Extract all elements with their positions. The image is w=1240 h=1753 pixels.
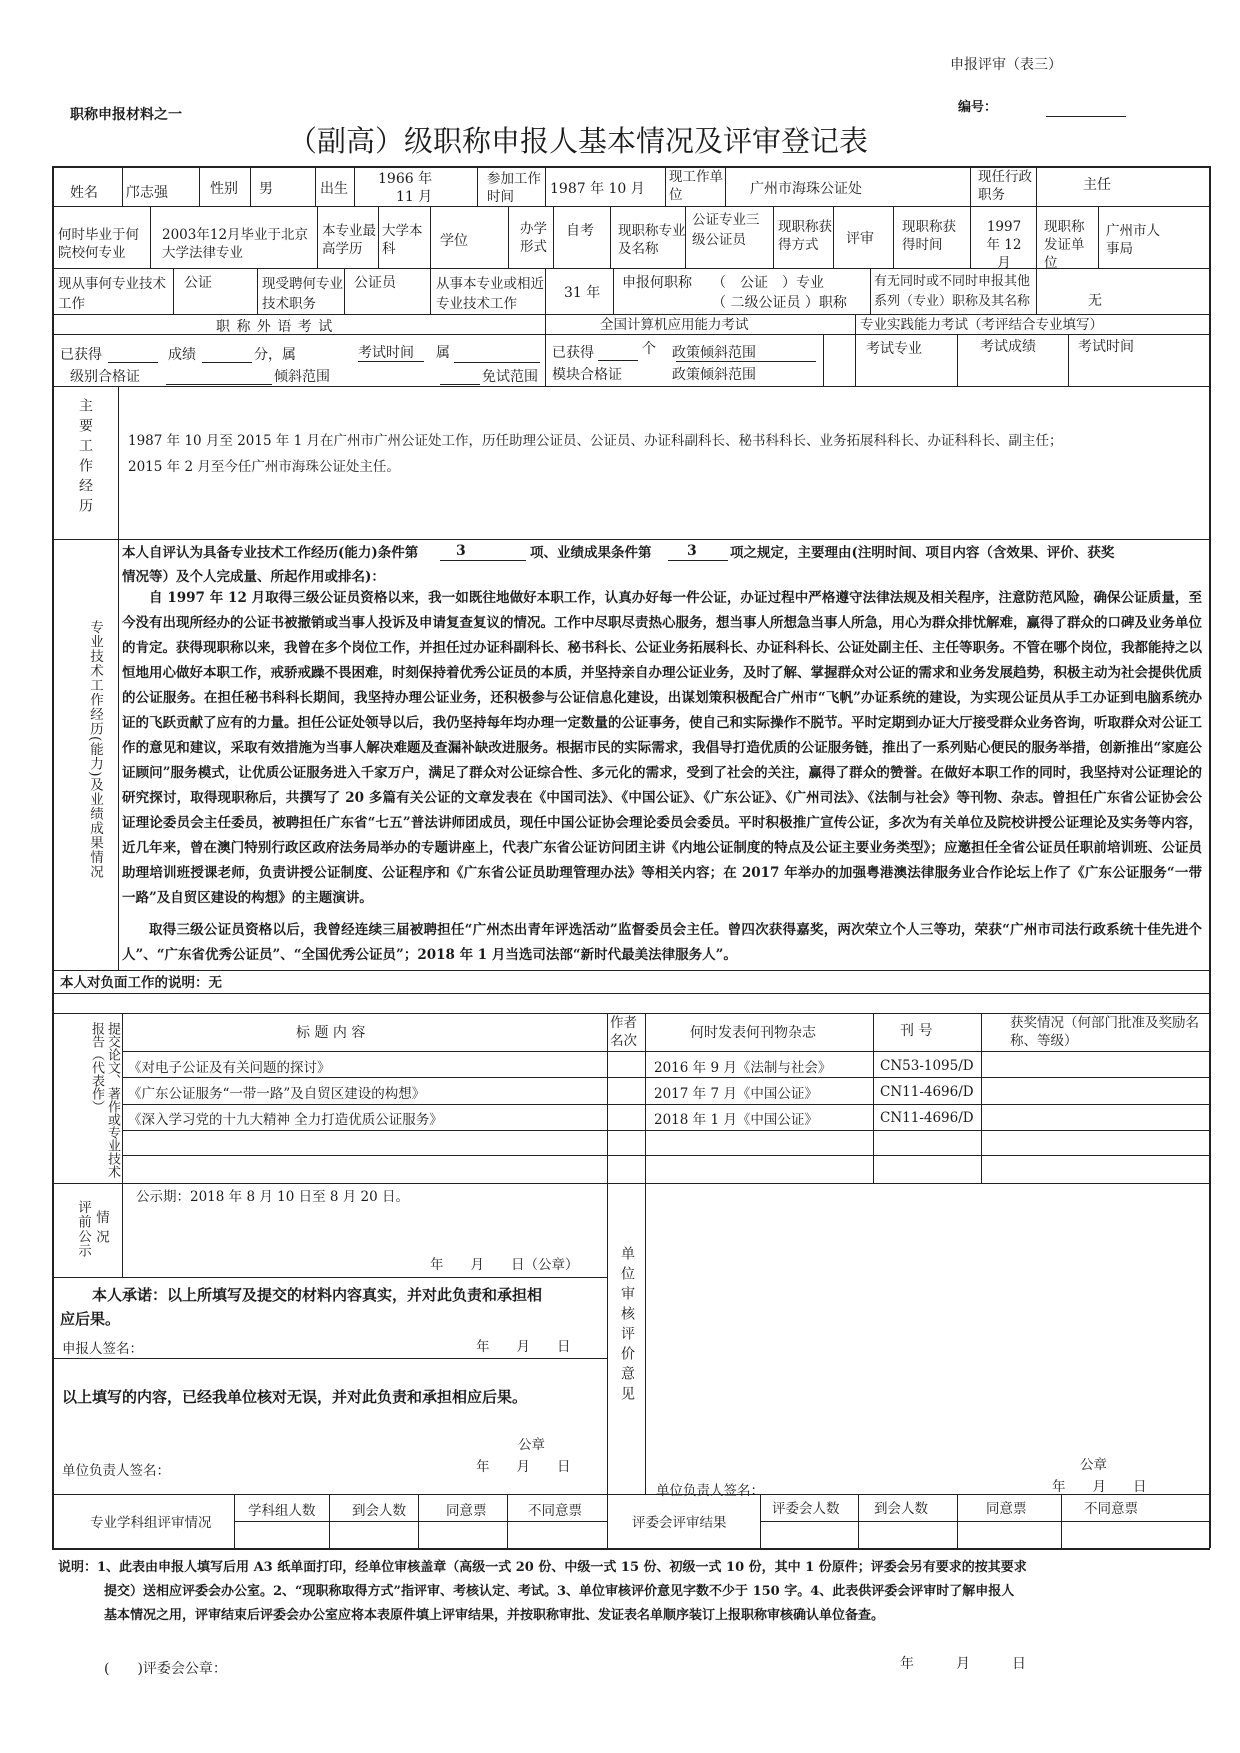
degree-label: 本专业最高学历 — [322, 223, 376, 257]
notes-line-3: 基本情况之用，评审结束后评委会办公室应将本表原件填上评审结果，并按职称审批、发证表名单顺序装订上报职称审核确认单位备查。 — [104, 1608, 885, 1623]
paper-journal[interactable]: 2016 年 9 月《法制与社会》 — [654, 1060, 832, 1076]
obtain-time-value[interactable]: 1997 年 12 月 — [986, 219, 1022, 271]
papers-header-journal: 何时发表何刊物杂志 — [690, 1025, 816, 1041]
got-level-label: 已获得 — [60, 347, 102, 363]
policy-tilt-label: 政策倾斜范围 — [672, 367, 756, 383]
exam-time2-label: 考试时间 — [1078, 339, 1134, 355]
other-apply-value[interactable]: 无 — [1088, 293, 1102, 309]
paper-issn[interactable]: CN11-4696/D — [880, 1110, 974, 1126]
current-title-value[interactable]: 公证专业三级公证员 — [692, 212, 760, 248]
engaged-value[interactable]: 公证 — [184, 275, 212, 291]
study-mode-value[interactable]: 自考 — [566, 223, 594, 239]
apply-specialty[interactable]: （ 公证 ）专业 — [712, 275, 824, 291]
promise-text: 本人承诺：以上所填写及提交的材料内容真实，并对此负责和承担相 — [92, 1286, 543, 1304]
experience-line-2[interactable]: 2015 年 2 月至今任广州市海珠公证处主任。 — [128, 459, 400, 475]
paper-journal[interactable]: 2018 年 1 月《中国公证》 — [654, 1112, 818, 1128]
modules-unit: 个 — [642, 341, 656, 357]
exam-major-label: 考试专业 — [866, 341, 922, 357]
publicity-date[interactable]: 年 月 日（公章） — [430, 1257, 579, 1273]
unit-confirm-date[interactable]: 年 月 日 — [476, 1459, 571, 1475]
paper-issn[interactable]: CN11-4696/D — [880, 1084, 974, 1100]
condition-num-2[interactable]: 3 — [687, 543, 697, 559]
post-label: 现任行政职务 — [978, 169, 1032, 203]
unit-confirm-seal: 公章 — [518, 1437, 545, 1453]
exempt-label: 免试范围 — [482, 369, 538, 385]
issuer-label: 现职称发证单位 — [1044, 219, 1085, 271]
name-label: 姓名 — [70, 185, 98, 201]
name-value[interactable]: 邝志强 — [126, 185, 168, 201]
committee-seal-date[interactable]: 年 月 日 — [900, 1656, 1026, 1672]
publicity-label: 评前公示 — [75, 1200, 91, 1258]
committee-agree-header: 同意票 — [986, 1501, 1027, 1517]
papers-header-author: 作者名次 — [610, 1015, 637, 1049]
foreign-exam-header: 职 称 外 语 考 试 — [216, 319, 334, 335]
ability-label: 专业技术工作经历(能力)及业绩成果情况 — [87, 620, 103, 880]
policy-label: 政策倾斜范围 — [672, 345, 756, 361]
group-review-label: 专业学科组评审情况 — [90, 1515, 212, 1531]
years-value[interactable]: 31 年 — [564, 285, 601, 301]
paper-title[interactable]: 《对电子公证及有关问题的探讨》 — [128, 1060, 331, 1076]
committee-disagree-header: 不同意票 — [1084, 1501, 1138, 1517]
paper-title[interactable]: 《广东公证服务“一带一路”及自贸区建设的构想》 — [128, 1086, 426, 1102]
work-start-label: 参加工作时间 — [487, 171, 541, 205]
condition-num-1[interactable]: 3 — [456, 543, 466, 559]
obtain-time-label: 现职称获得时间 — [902, 219, 956, 253]
notes-line-2: 提交）送相应评委会办公室。2、“现职称取得方式”指评审、考核认定、考试。3、单位审核评价意见字数不少于 150 字。4、此表供评委会评审时了解申报人 — [104, 1584, 1015, 1599]
notes-line-1: 说明：1、此表由申报人填写后用 A3 纸单面打印，经单位审核盖章（高级一式 20 份、中级一式 15 份、初级一式 10 份，其中 1 份原件；评委会另有要求的按其要求 — [58, 1560, 1027, 1575]
gender-label: 性别 — [210, 181, 238, 197]
hired-value[interactable]: 公证员 — [354, 275, 396, 291]
unit-review-date[interactable]: 年 月 日 — [1052, 1479, 1147, 1495]
birth-year[interactable]: 1966 年 — [378, 171, 433, 187]
negative-work-note[interactable]: 本人对负面工作的说明：无 — [60, 975, 222, 991]
unit-confirm-text: 以上填写的内容，已经我单位核对无误，并对此负责和承担相应后果。 — [62, 1388, 528, 1406]
module-cert-label: 模块合格证 — [552, 367, 622, 383]
level-cert-label: 级别合格证 — [70, 369, 140, 385]
belong-label: 属 — [436, 345, 450, 361]
unit-confirm-sign-label[interactable]: 单位负责人签名： — [62, 1463, 170, 1479]
computer-exam-header: 全国计算机应用能力考试 — [600, 317, 749, 333]
applicant-sign-date[interactable]: 年 月 日 — [476, 1339, 571, 1355]
committee-attend-header: 到会人数 — [874, 1501, 928, 1517]
apply-title[interactable]: （ 二级公证员 ）职称 — [712, 295, 847, 311]
xuewei-label: 学位 — [440, 233, 468, 249]
unit-label: 现工作单位 — [669, 169, 723, 203]
score-label: 成绩 — [168, 347, 196, 363]
birth-month[interactable]: 11 月 — [396, 189, 433, 205]
unit-value[interactable]: 广州市海珠公证处 — [750, 181, 862, 197]
paper-issn[interactable]: CN53-1095/D — [880, 1058, 974, 1074]
other-apply-label: 有无同时或不同时申报其他系列（专业）职称及其名称 — [874, 274, 1031, 309]
group-members-header: 学科组人数 — [248, 1503, 316, 1519]
condition-text-d: 情况等）及个人完成量、所起作用或排名)： — [122, 569, 385, 585]
number-field[interactable] — [1046, 116, 1126, 117]
number-label: 编号： — [958, 100, 998, 115]
papers-label: 提交论文、著作或专业技术报告（代表作） — [89, 1022, 120, 1178]
unit-review-seal: 公章 — [1080, 1457, 1107, 1473]
study-mode-label: 办学形式 — [520, 221, 547, 255]
publicity-period[interactable]: 公示期：2018 年 8 月 10 日至 8 月 20 日。 — [136, 1189, 410, 1205]
committee-members-header: 评委会人数 — [772, 1501, 840, 1517]
condition-text-c: 项之规定，主要理由(注明时间、项目内容（含效果、评价、获奖 — [730, 545, 1115, 561]
committee-result-label: 评委会评审结果 — [632, 1515, 727, 1531]
experience-line-1[interactable]: 1987 年 10 月至 2015 年 1 月在广州市广州公证处工作，历任助理公证员、公证员、办证科副科长、秘书科科长、业务拓展科科长、办证科科长、副主任； — [128, 433, 1063, 449]
group-agree-header: 同意票 — [446, 1503, 487, 1519]
group-disagree-header: 不同意票 — [528, 1503, 582, 1519]
group-attend-header: 到会人数 — [352, 1503, 406, 1519]
experience-label: 主要工作经历 — [77, 398, 93, 518]
obtain-method-value[interactable]: 评审 — [846, 231, 874, 247]
page-title: （副高）级职称申报人基本情况及评审登记表 — [288, 124, 869, 158]
hired-label: 现受聘何专业技术职务 — [262, 276, 343, 312]
years-label: 从事本专业或相近专业技术工作 — [436, 276, 544, 312]
promise-text-2: 应后果。 — [60, 1310, 121, 1328]
practice-exam-header: 专业实践能力考试（考评结合专业填写） — [860, 317, 1103, 333]
publicity-label-2: 情况 — [93, 1210, 109, 1249]
achievement-paragraph-2[interactable]: 取得三级公证员资格以后，我曾经连续三届被聘担任“广州杰出青年评选活动”监督委员会主任。曾四次获得嘉奖，两次荣立个人三等功，荣获“广州市司法行政系统十佳先进个人”、“广东省优秀公证员”、“全国优秀公证员”；2018 年 1 月当选司法部“新时代最美法律服务人”。 — [122, 922, 1202, 963]
exam-time-label: 考试时间 — [358, 345, 414, 361]
birth-label: 出生 — [320, 181, 348, 197]
exam-score-label: 考试成绩 — [980, 339, 1036, 355]
papers-header-issn: 刊 号 — [900, 1023, 933, 1039]
paper-title[interactable]: 《深入学习党的十九大精神 全力打造优质公证服务》 — [128, 1112, 443, 1128]
graduation-value[interactable]: 2003年12月毕业于北京大学法律专业 — [162, 227, 309, 261]
issuer-value[interactable]: 广州市人事局 — [1106, 223, 1160, 257]
paper-journal[interactable]: 2017 年 7 月《中国公证》 — [654, 1086, 818, 1102]
committee-seal-label[interactable]: ( )评委会公章： — [104, 1661, 227, 1677]
current-title-label: 现职称专业及名称 — [618, 223, 686, 257]
material-label: 职称申报材料之一 — [70, 107, 182, 123]
points-label: 分，属 — [254, 347, 296, 363]
papers-header-title: 标 题 内 容 — [296, 1025, 366, 1041]
condition-text-b: 项、业绩成果条件第 — [530, 545, 652, 561]
apply-label: 申报何职称 — [622, 275, 692, 291]
gender-value[interactable]: 男 — [259, 181, 273, 197]
form-number: 申报评审（表三） — [950, 57, 1062, 73]
unit-review-sign-label[interactable]: 单位负责人签名： — [656, 1483, 764, 1499]
applicant-sign-label[interactable]: 申报人签名： — [62, 1341, 143, 1357]
post-value[interactable]: 主任 — [1083, 177, 1111, 193]
graduation-label: 何时毕业于何院校何专业 — [58, 227, 139, 261]
engaged-label: 现从事何专业技术工作 — [58, 276, 166, 312]
papers-header-award: 获奖情况（何部门批准及奖励名称、等级） — [1010, 1015, 1199, 1049]
tilt-range-label: 倾斜范围 — [274, 369, 330, 385]
unit-review-label: 单位审核评价意见 — [619, 1246, 635, 1406]
achievement-paragraph-1[interactable]: 自 1997 年 12 月取得三级公证员资格以来，我一如既往地做好本职工作，认真办好每一件公证，办证过程中严格遵守法律法规及相关程序，注意防范风险，确保公证质量，至今没有出现所经办的公证书被撤销或当事人投诉及申请复查复议的情况。工作中尽职尽责热心服务，想当事人所想急当事人所急，用心为群众排忧解难，赢得了群众的口碑及业务单位的肯定。获得现职称以来，我曾在多个岗位工作，并担任过办证科副科长、秘书科长、公证业务拓展科长、办证科科长、公证处副主任、主任等职务。不管在哪个岗位，我都能持之以恒地用心做好本职工作，戒骄戒躁不畏困难，时刻保持着优秀公证员的本质，并坚持亲自办理公证业务，及时了解、掌握群众对公证的需求和业务发展趋势，积极主动为社会提供优质的公证服务。在担任秘书科科长期间，我坚持办理公证业务，还积极参与公证信息化建设，出谋划策积极配合广州市“飞帆”办证系统的建设，为实现公证员从手工办证到电脑系统办证的飞跃贡献了应有的力量。担任公证处领导以后，我仍坚持每年均办理一定数量的公证事务，使自己和实际操作不脱节。平时定期到办证大厅接受群众业务咨询，听取群众对公证工作的意见和建议，采取有效措施为当事人解决难题及查漏补缺改进服务。根据市民的实际需求，我倡导打造优质的公证服务链，推出了一系列贴心便民的服务举措，创新推出“家庭公证顾问”服务模式，让优质公证服务进入千家万户，满足了群众对公证综合性、多元化的需求，受到了社会的关注，赢得了群众的赞誉。在做好本职工作的同时，我坚持对公证理论的研究探讨，取得现职称后，共撰写了 20 多篇有关公证的文章发表在《中国司法》、《中国公证》、《广东公证》、《广州司法》、《法制与社会》等刊物、杂志。曾担任广东省公证协会公证理论委员会主任委员，被聘担任广东省“七五”普法讲师团成员，现任中国公证协会理论委员会委员。平时积极推广宣传公证，多次为有关单位及院校讲授公证理论及实务等内容，近几年来，曾在澳门特别行政区政府法务局举办的专题讲座上，代表广东省公证访问团主讲《内地公证制度的特点及公证主要业务类型》；应邀担任全省公证员任职前培训班、公证员助理培训班授课老师，负责讲授公证制度、公证程序和《广东省公证员助理管理办法》等相关内容；在 2017 年举办的加强粤港澳法律服务业合作论坛上作了《广东公证服务“一带一路”及自贸区建设的构想》的主题演讲。 — [122, 590, 1202, 906]
work-start-value[interactable]: 1987 年 10 月 — [550, 181, 645, 197]
got-modules-label: 已获得 — [552, 345, 594, 361]
degree-value[interactable]: 大学本科 — [382, 223, 423, 257]
condition-text-a: 本人自评认为具备专业技术工作经历(能力)条件第 — [122, 545, 419, 561]
obtain-method-label: 现职称获得方式 — [778, 219, 832, 253]
